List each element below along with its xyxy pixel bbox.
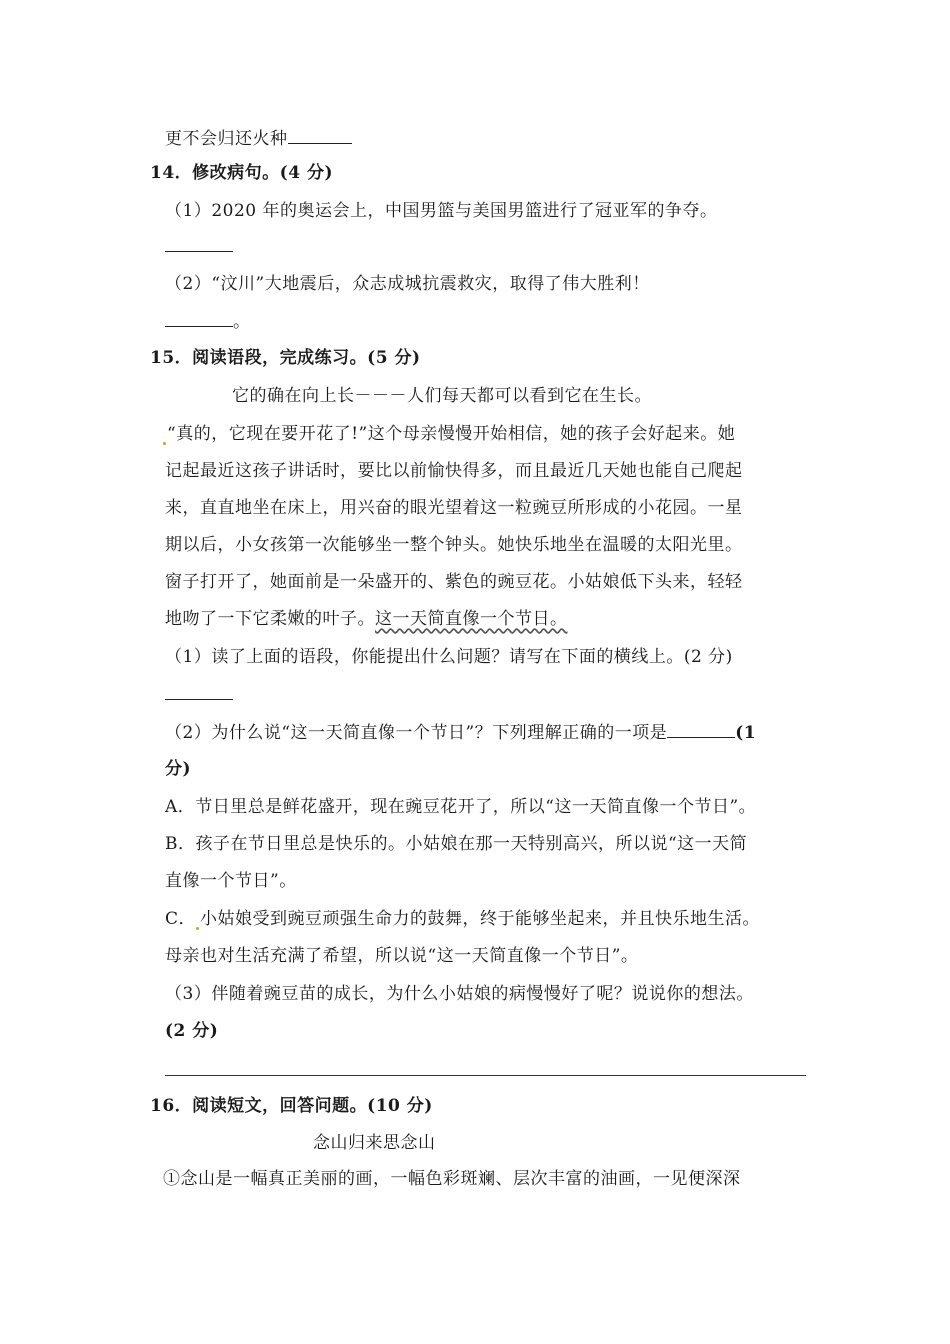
q14-answer-line-2	[165, 310, 251, 333]
q16-header: 16．阅读短文，回答问题。(10 分)	[150, 1096, 433, 1116]
q15-paragraph-line-1	[163, 423, 735, 445]
q15-option-c-label: C．	[165, 909, 197, 929]
q15-answer-line-1	[165, 683, 233, 706]
q15-sub-question-3: （3）伴随着豌豆苗的成长，为什么小姑娘的病慢慢好了呢？说说你的想法。	[165, 984, 754, 1004]
answer-blank[interactable]	[165, 235, 233, 252]
q15-p1-text: “真的，它现在要开花了!”这个母亲慢慢开始相信，她的孩子会好起来。她	[167, 424, 736, 444]
end-mark: 。	[233, 312, 251, 332]
q14-sentence-2: （2）“汶川”大地震后，众志成城抗震救灾，取得了伟大胜利！	[165, 274, 650, 294]
answer-rule-line[interactable]	[165, 1075, 806, 1076]
q15-option-b-line-2: 直像一个节日”。	[165, 871, 297, 891]
q15-option-a: A．节日里总是鲜花盛开，现在豌豆花开了，所以“这一天简直像一个节日”。	[165, 797, 757, 817]
q15-sub-question-2	[165, 721, 756, 744]
q15-lead-sentence: 它的确在向上长－－－人们每天都可以看到它在生长。	[232, 386, 652, 406]
answer-blank[interactable]	[165, 683, 233, 700]
q15-option-b-line-1: B．孩子在节日里总是快乐的。小姑娘在那一天特别高兴，所以说“这一天简	[165, 834, 748, 854]
q14-sentence-1: （1）2020 年的奥运会上，中国男篮与美国男篮进行了冠亚军的争夺。	[165, 201, 718, 221]
q15-sub-question-1: （1）读了上面的语段，你能提出什么问题？请写在下面的横线上。(2 分)	[165, 647, 733, 667]
q15-paragraph-line-4: 期以后，小女孩第一次能够坐一整个钟头。她快乐地坐在温暖的太阳光里。	[165, 535, 743, 555]
q15-sub3-score: (2 分)	[165, 1021, 219, 1041]
q15-paragraph-line-6	[165, 608, 568, 630]
q15-option-c-text: 小姑娘受到豌豆顽强生命力的鼓舞，终于能够坐起来，并且快乐地生活。	[200, 909, 761, 929]
q15-p6-text: 地吻了一下它柔嫩的叶子。	[165, 609, 375, 629]
q14-answer-line-1	[165, 235, 233, 258]
q15-option-c-line-2: 母亲也对生活充满了希望，所以说“这一天简直像一个节日”。	[165, 946, 639, 966]
mark-dot	[196, 927, 199, 930]
q14-header: 14．修改病句。(4 分)	[150, 163, 333, 183]
q15-sub2-text: （2）为什么说“这一天简直像一个节日”？下列理解正确的一项是	[165, 723, 668, 743]
q15-sub2-score-cont: 分)	[165, 759, 192, 779]
q15-paragraph-line-2: 记起最近这孩子讲话时，要比以前愉快得多，而且最近几天她也能自己爬起	[165, 461, 743, 481]
q16-paragraph-1: ①念山是一幅真正美丽的画，一幅色彩斑斓、层次丰富的油画，一见便深深	[163, 1169, 741, 1189]
q15-paragraph-line-5: 窗子打开了，她面前是一朵盛开的、紫色的豌豆花。小姑娘低下头来，轻轻	[165, 572, 743, 592]
answer-blank[interactable]	[165, 310, 233, 327]
q15-sub2-score: (1	[735, 723, 757, 743]
mark-dot	[163, 442, 166, 445]
q15-option-c-line-1	[165, 908, 760, 930]
q15-underlined-sentence: 这一天简直像一个节日。	[375, 609, 568, 629]
q13-tail-text: 更不会归还火种	[165, 129, 288, 149]
q15-header: 15．阅读语段，完成练习。(5 分)	[150, 348, 421, 368]
q16-article-title: 念山归来思念山	[313, 1133, 436, 1153]
q13-tail-line	[165, 127, 352, 150]
answer-blank[interactable]	[288, 127, 352, 144]
q15-paragraph-line-3: 来，直直地坐在床上，用兴奋的眼光望着这一粒豌豆所形成的小花园。一星	[165, 498, 743, 518]
answer-blank[interactable]	[667, 721, 735, 738]
